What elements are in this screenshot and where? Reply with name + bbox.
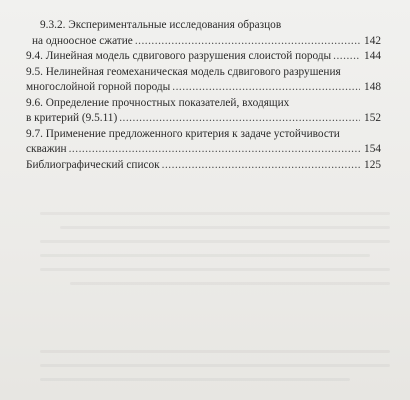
table-of-contents <box>26 18 381 173</box>
toc-entry-title-line <box>26 65 381 81</box>
dot-leader <box>69 142 360 158</box>
toc-entry-page: 144 <box>364 50 381 62</box>
toc-entry-title: в критерий (9.5.11) <box>26 112 118 124</box>
dot-leader <box>135 34 360 50</box>
toc-entry-title-line <box>26 34 381 50</box>
dot-leader <box>162 158 360 174</box>
toc-entry-title-line <box>26 49 381 65</box>
toc-entry-title: 9.4. Линейная модель сдвигового разрушения слоистой породы <box>26 50 332 62</box>
bleed-through-line <box>40 240 390 243</box>
toc-entry-title-line <box>26 111 381 127</box>
toc-entry-title: многослойной горной породы <box>26 81 171 93</box>
toc-entry-title-line <box>26 158 381 174</box>
toc-entry-title: на одноосное сжатие <box>32 34 133 47</box>
dot-leader <box>119 111 360 127</box>
toc-entry <box>26 96 381 127</box>
toc-entry-page: 125 <box>364 158 381 171</box>
bleed-through-line <box>70 282 390 285</box>
bleed-through-line <box>60 226 390 229</box>
bleed-through-line <box>40 364 390 367</box>
toc-entry-title: скважин <box>26 143 67 155</box>
toc-entry-page: 142 <box>364 34 381 47</box>
toc-entry <box>26 158 381 174</box>
bleed-through-line <box>40 350 390 353</box>
dot-leader <box>172 80 360 96</box>
toc-entry-page: 152 <box>364 112 381 124</box>
toc-entry-title-line <box>26 18 381 34</box>
toc-entry <box>26 65 381 96</box>
bleed-through-line <box>40 254 370 257</box>
toc-entry-title-line <box>26 96 381 112</box>
toc-entry-title: 9.7. Применение предложенного критерия к задаче устойчивости <box>26 127 340 140</box>
toc-entry <box>26 18 381 49</box>
bleed-through-line <box>40 268 390 271</box>
toc-entry-title: Библиографический список <box>26 158 160 171</box>
bleed-through-line <box>40 212 390 215</box>
toc-entry-page: 148 <box>364 81 381 93</box>
toc-entry-title-line <box>26 80 381 96</box>
toc-entry-title: 9.6. Определение прочностных показателей, входящих <box>26 96 290 109</box>
toc-entry-title: 9.5. Нелинейная геомеханическая модель сдвигового разрушения <box>26 65 341 78</box>
toc-entry <box>26 127 381 158</box>
toc-entry-title-line <box>26 142 381 158</box>
toc-entry <box>26 49 381 65</box>
dot-leader <box>333 49 360 65</box>
toc-entry-title-line <box>26 127 381 143</box>
toc-entry-title: 9.3.2. Экспериментальные исследования образцов <box>40 19 282 31</box>
toc-entry-page: 154 <box>364 143 381 155</box>
bleed-through-line <box>40 378 350 381</box>
